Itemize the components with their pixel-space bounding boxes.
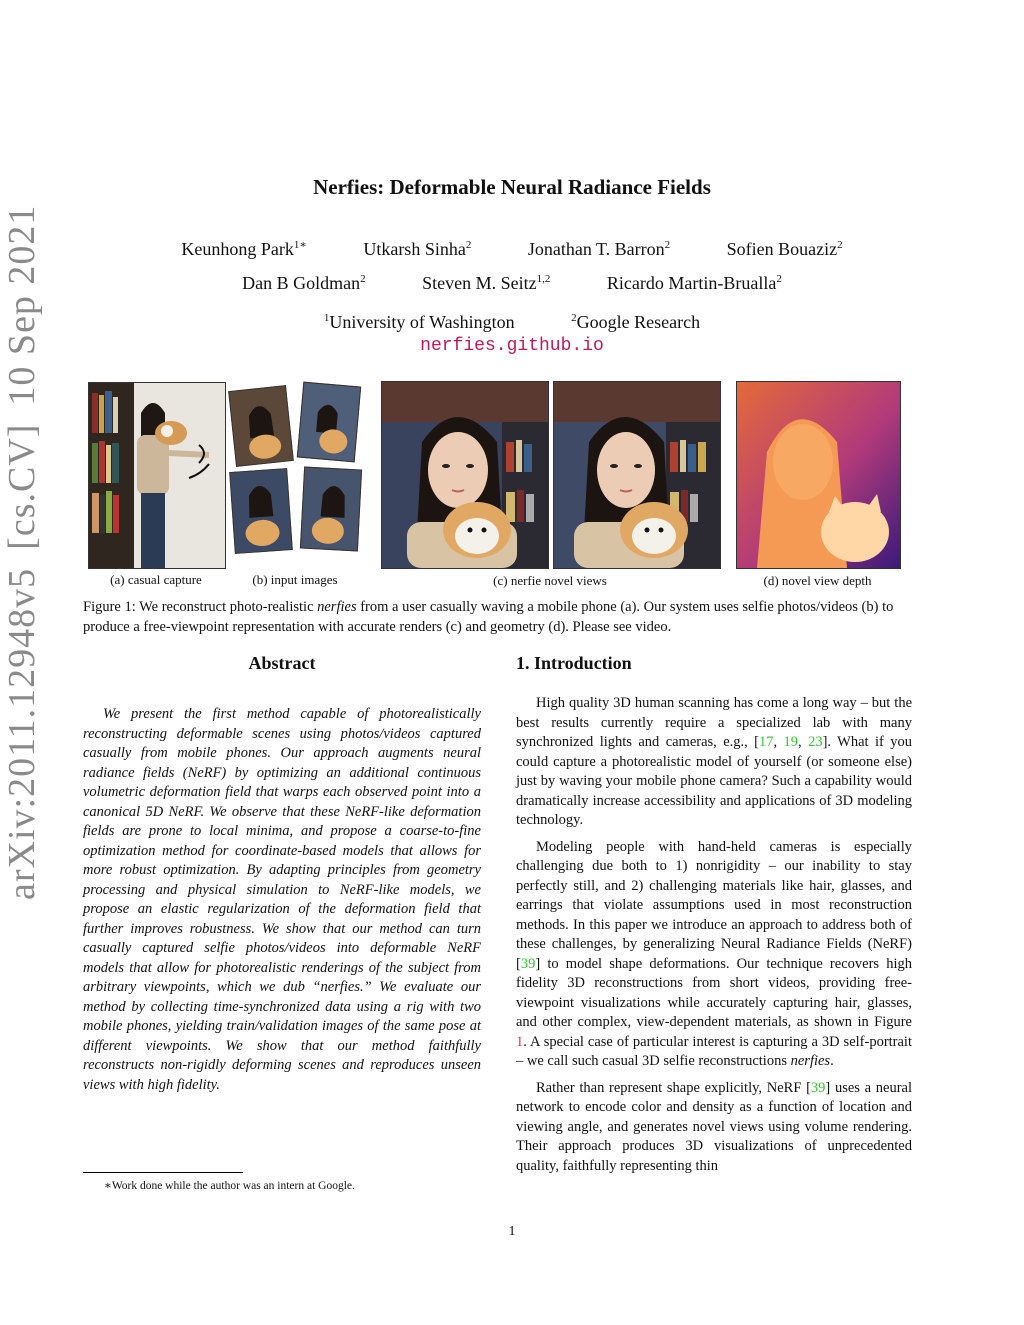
intro-paragraph: Rather than represent shape explicitly, NeRF [39] uses a neural network to encode color and density as a function of location and viewing angle, and generates novel views using volume rendering. Their approach produces 3D visualizations of unprecedented quality, faithfully representing thin [516,1079,913,1174]
abstract-text: We present the first method capable of photorealistically reconstructing deformable scenes using photos/videos captured casually from mobile phones. Our approach augments neural radiance fields (NeRF) by optimizing an additional continuous volumetric deformation field that warps each observed point into a canonical 5D NeRF. We observe that these NeRF-like deformation fields are prone to local minima, and propose a coarse-to-fine optimization method for coordinate-based models that allows for more robust optimization. By adapting principles from geometry processing and physical simulation to NeRF-like models, we propose an elastic regularization of the deformation field that further improves robustness. We show that our method can turn casually captured selfie photos/videos into deformable NeRF models that allow for photorealistic renderings of the subject from arbitrary viewpoints, which we dub “nerfies.” We evaluate our method by collecting time-synchronized data using a rig with two mobile phones, yielding train/validation images of the same pose at different viewpoints. We show that our method faithfully reconstructs non-rigidly deforming scenes and reproduces unseen views with high fidelity. [83,706,481,1093]
citation-link[interactable]: 39 [520,955,536,972]
figure-sublabel-d: (d) novel view depth [763,573,872,588]
intro-paragraph: High quality 3D human scanning has come a long way – but the best results currently require a specialized lab with many synchronized lights and cameras, e.g., [17, 19, 23]. What if you could capture a photorealistic model of yourself (or someone else) just by waving your mobile phone camera? Such a capability would dramatically increase accessibility and applications of 3D modeling technology. [516,695,912,828]
authors-row-2 [0,273,1024,294]
input-image-thumbnail [229,468,293,554]
casual-capture-photo [89,383,225,568]
project-url-link[interactable]: nerfies.github.io [420,336,604,356]
input-image-thumbnail [228,385,294,467]
page-number: 1 [508,1224,516,1239]
arxiv-id: arXiv:2011.12948v5 [1,567,43,900]
abstract-heading: Abstract [248,653,316,673]
author: Utkarsh Sinha$^2$ [363,239,472,259]
author: Ricardo Martin-Brualla$^2$ [606,273,782,293]
figure-sublabel-c: (c) nerfie novel views [493,573,607,588]
intro-heading: 1. Introduction [516,653,632,673]
intro-paragraph: Modeling people with hand-held cameras is especially challenging due both to 1) nonrigidity – our inability to stay perfectly still, and 2) challenging materials like hair, glasses, and earrings that violate assumptions used in most reconstruction methods. In this paper we introduce an approach to address both of these challenges, by generalizing Neural Radiance Fields (NeRF) [39] to model shape deformations. Our technique recovers high fidelity 3D reconstructions from short videos, providing free-viewpoint visualizations while accurately capturing hair, glasses, and other complex, view-dependent materials, as shown in Figure 1. A special case of particular interest is capturing a 3D self-portrait – we call such casual 3D selfie reconstructions nerfies. [516,838,912,1069]
authors-row-1 [0,238,1024,260]
paper-title: Nerfies: Deformable Neural Radiance Fields [313,175,711,199]
author: Steven M. Seitz$^{1,2}$ [422,273,551,293]
arxiv-category: [cs.CV] [1,423,43,550]
figure-panel-casual-capture [88,382,226,569]
author: Dan B Goldman$^2$ [242,273,366,293]
affiliation: $^2$Google Research [571,312,701,332]
author: Keunhong Park$^{1∗}$ [181,239,307,259]
input-image-thumbnail [300,467,362,552]
citation-link[interactable]: 39 [810,1079,826,1096]
affiliations [0,312,1024,333]
citation-link[interactable]: 19 [783,734,799,750]
depth-map [737,382,900,568]
input-image-thumbnail [297,382,361,463]
abstract-body [83,705,481,1095]
citation-link[interactable]: 17 [759,734,774,750]
novel-view-render [382,382,548,568]
figure-panel-novel-view-2 [553,381,721,569]
figure-ref-link[interactable]: 1 [516,1033,524,1050]
figure-sublabel-b: (b) input images [252,572,338,587]
author: Sofien Bouaziz$^2$ [726,239,843,259]
intro-body [516,694,912,1183]
figure-panel-depth [736,381,901,569]
figure-caption: Figure 1: We reconstruct photo-realistic nerfies from a user casually waving a mobile phone (a). Our system uses selfie photos/videos (b) to produce a free-viewpoint representation with accurate renders (c) and geometry (d). Please see video. [83,599,894,635]
footnote: ∗Work done while the author was an intern at Google. [104,1180,355,1192]
novel-view-render [554,382,720,568]
arxiv-date: 10 Sep 2021 [1,204,43,406]
affiliation: $^1$University of Washington [323,312,515,332]
figure-sublabel-a: (a) casual capture [110,572,202,587]
author: Jonathan T. Barron$^2$ [527,239,671,259]
footnote-rule [83,1172,243,1173]
figure-panel-novel-view-1 [381,381,549,569]
citation-link[interactable]: 23 [808,734,823,750]
